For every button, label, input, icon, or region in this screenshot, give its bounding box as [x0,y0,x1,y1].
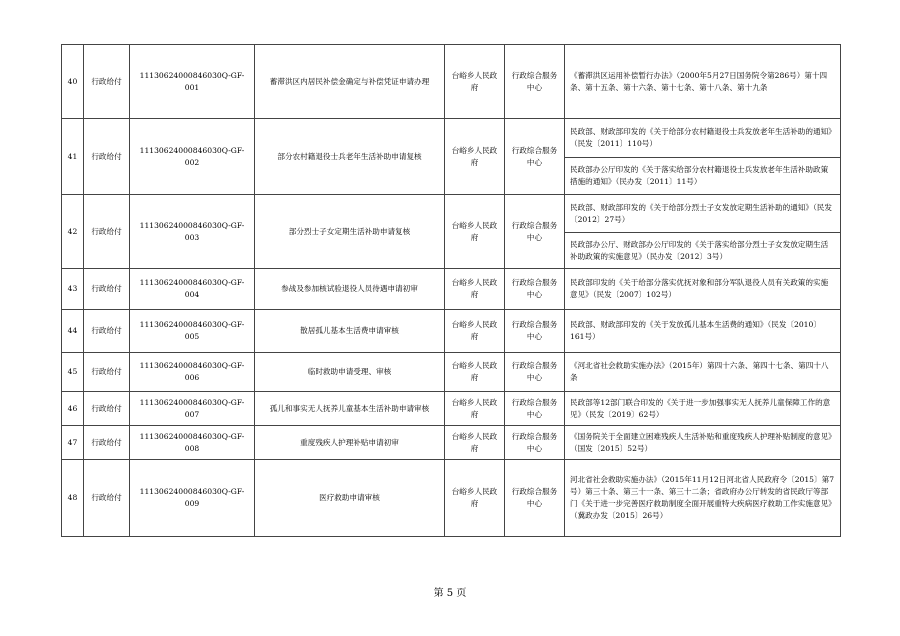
item-type: 行政给付 [84,426,130,460]
item-name: 参战及参加核试验退役人员待遇申请初审 [255,269,445,310]
table-row [62,353,841,392]
item-type: 行政给付 [84,119,130,195]
item-type: 行政给付 [84,310,130,353]
row-number: 46 [62,392,84,426]
item-code: 11130624000846030Q-GF-001 [130,45,255,119]
table-row [62,426,841,460]
item-name: 蓄滞洪区内居民补偿金确定与补偿凭证申请办理 [255,45,445,119]
item-type: 行政给付 [84,45,130,119]
legal-basis: 《国务院关于全面建立困难残疾人生活补贴和重度残疾人护理补贴制度的意见》（国发〔2015〕52号） [565,426,841,460]
legal-basis: 民政部、财政部印发的《关于给部分农村籍退役士兵发放老年生活补助的通知》（民发〔2011〕110号） [565,119,841,158]
row-number: 42 [62,195,84,269]
service-center: 行政综合服务中心 [505,426,565,460]
legal-basis: 民政部办公厅印发的《关于落实给部分农村籍退役士兵发放老年生活补助政策措施的通知》（民办发〔2011〕11号） [565,158,841,195]
row-number: 47 [62,426,84,460]
table-row [62,195,841,233]
legal-basis: 民政部办公厅、财政部办公厅印发的《关于落实给部分烈士子女发放定期生活补助政策的实施意见》（民办发〔2012〕3号） [565,233,841,269]
table-body [62,45,841,537]
item-code: 11130624000846030Q-GF-002 [130,119,255,195]
implementing-agency: 台峪乡人民政府 [445,119,505,195]
item-code: 11130624000846030Q-GF-008 [130,426,255,460]
item-code: 11130624000846030Q-GF-004 [130,269,255,310]
item-name: 重度残疾人护理补贴申请初审 [255,426,445,460]
service-center: 行政综合服务中心 [505,119,565,195]
table-row [62,45,841,119]
row-number: 44 [62,310,84,353]
table-row [62,392,841,426]
row-number: 40 [62,45,84,119]
table-row [62,119,841,158]
implementing-agency: 台峪乡人民政府 [445,426,505,460]
implementing-agency: 台峪乡人民政府 [445,45,505,119]
row-number: 48 [62,460,84,537]
legal-basis: 民政部、财政部印发的《关于发放孤儿基本生活费的通知》（民发〔2010〕161号） [565,310,841,353]
legal-basis: 民政部等12部门联合印发的《关于进一步加强事实无人抚养儿童保障工作的意见》（民发〔2019〕62号） [565,392,841,426]
item-type: 行政给付 [84,269,130,310]
legal-basis: 民政部、财政部印发的《关于给部分烈士子女发放定期生活补助的通知》（民发〔2012〕27号） [565,195,841,233]
service-center: 行政综合服务中心 [505,310,565,353]
item-code: 11130624000846030Q-GF-009 [130,460,255,537]
item-type: 行政给付 [84,460,130,537]
implementing-agency: 台峪乡人民政府 [445,310,505,353]
implementing-agency: 台峪乡人民政府 [445,392,505,426]
item-type: 行政给付 [84,195,130,269]
legal-basis: 民政部印发的《关于给部分落实优抚对象和部分军队退役人员有关政策的实施意见》（民发〔2007〕102号） [565,269,841,310]
item-code: 11130624000846030Q-GF-006 [130,353,255,392]
legal-basis: 《蓄滞洪区运用补偿暂行办法》（2000年5月27日国务院令第286号）第十四条、第十五条、第十六条、第十七条、第十八条、第十九条 [565,45,841,119]
table-row [62,460,841,537]
page-number: 第 5 页 [433,588,467,599]
item-name: 部分农村籍退役士兵老年生活补助申请复核 [255,119,445,195]
item-type: 行政给付 [84,353,130,392]
row-number: 45 [62,353,84,392]
service-center: 行政综合服务中心 [505,195,565,269]
legal-basis: 《河北省社会救助实施办法》（2015年）第四十六条、第四十七条、第四十八条 [565,353,841,392]
item-type: 行政给付 [84,392,130,426]
implementing-agency: 台峪乡人民政府 [445,269,505,310]
item-name: 医疗救助申请审核 [255,460,445,537]
table-row [62,310,841,353]
implementing-agency: 台峪乡人民政府 [445,353,505,392]
row-number: 43 [62,269,84,310]
item-name: 散居孤儿基本生活费申请审核 [255,310,445,353]
service-center: 行政综合服务中心 [505,392,565,426]
service-items-table [61,44,841,537]
implementing-agency: 台峪乡人民政府 [445,195,505,269]
item-name: 部分烈士子女定期生活补助申请复核 [255,195,445,269]
row-number: 41 [62,119,84,195]
service-center: 行政综合服务中心 [505,45,565,119]
service-center: 行政综合服务中心 [505,460,565,537]
item-name: 临时救助申请受理、审核 [255,353,445,392]
table-row [62,269,841,310]
service-center: 行政综合服务中心 [505,353,565,392]
item-code: 11130624000846030Q-GF-003 [130,195,255,269]
item-name: 孤儿和事实无人抚养儿童基本生活补助申请审核 [255,392,445,426]
legal-basis: 河北省社会救助实施办法》（2015年11月12日河北省人民政府令〔2015〕第7号）第三十条、第三十一条、第三十二条；省政府办公厅转发的省民政厅等部门《关于进一步完善医疗救助制度全面开展重特大疾病医疗救助工作实施意见》（冀政办发〔2015〕26号） [565,460,841,537]
item-code: 11130624000846030Q-GF-005 [130,310,255,353]
implementing-agency: 台峪乡人民政府 [445,460,505,537]
service-center: 行政综合服务中心 [505,269,565,310]
item-code: 11130624000846030Q-GF-007 [130,392,255,426]
